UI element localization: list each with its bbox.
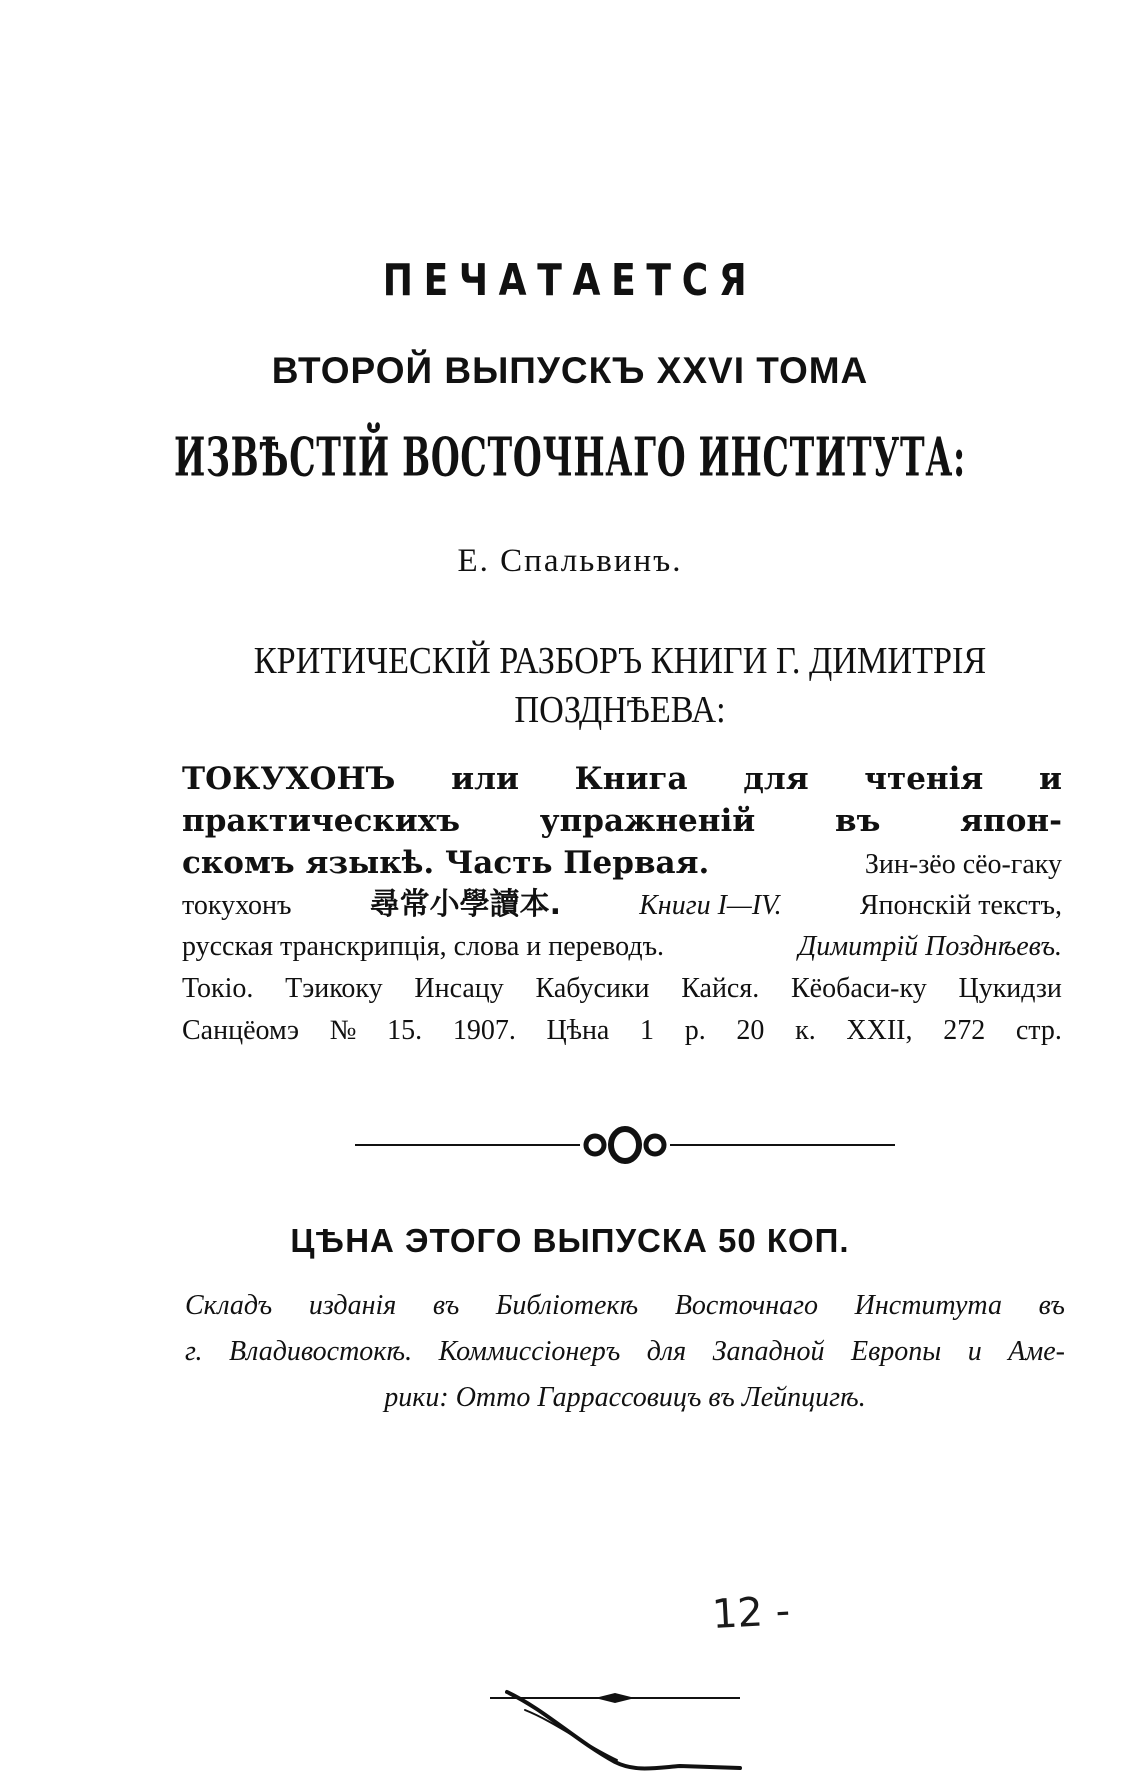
store-line-2 — [185, 1329, 1065, 1375]
store-word: Владивостокѣ. — [229, 1336, 413, 1367]
book-line-4 — [182, 884, 1062, 926]
store-word: Института — [854, 1290, 1002, 1321]
book-word: чтенія — [864, 761, 984, 797]
book-word: р. — [684, 1015, 706, 1046]
book-romanized-title-end: токухонъ — [182, 890, 292, 921]
book-word: или — [451, 761, 519, 797]
book-word: въ — [835, 803, 881, 839]
store-word: въ — [432, 1290, 460, 1321]
book-word: 1 — [640, 1015, 655, 1046]
store-word: для — [646, 1336, 687, 1367]
book-kanji-title: 尋常小學讀本. — [369, 887, 562, 922]
store-word: въ — [1038, 1290, 1065, 1321]
review-title-line-1: КРИТИЧЕСКІЙ РАЗБОРЪ КНИГИ Г. ДИМИТРІЯ — [253, 640, 987, 682]
book-contents: русская транскрипція, слова и переводъ. — [182, 931, 665, 962]
store-line-3: рики: Отто Гаррассовицъ въ Лейпцигѣ. — [384, 1382, 866, 1413]
store-word: Восточнаго — [674, 1290, 819, 1321]
store-word: Западной — [712, 1336, 825, 1367]
book-word: япон- — [960, 803, 1062, 839]
store-word: изданія — [308, 1290, 397, 1321]
book-romanized-title: Зин-зёо сёо-гаку — [864, 849, 1062, 880]
book-line-6 — [182, 968, 1062, 1010]
ornament-divider — [355, 1120, 895, 1170]
book-word: Цѣна — [546, 1015, 610, 1046]
book-word: Кёобаси-ку — [790, 973, 927, 1004]
store-word: г. — [185, 1336, 203, 1367]
book-description — [182, 758, 1062, 1052]
book-word: Токіо. — [182, 973, 254, 1004]
author-name: Е. Спальвинъ. — [457, 543, 683, 579]
book-word: № — [329, 1015, 357, 1046]
book-word: Тэикоку — [285, 973, 383, 1004]
store-word: Европы — [851, 1336, 942, 1367]
book-word: ТОКУХОНЪ — [182, 761, 396, 797]
book-word: и — [1038, 761, 1062, 797]
book-word: 272 — [943, 1015, 986, 1046]
heading-printing: ПЕЧАТАЕТСЯ — [382, 255, 758, 306]
book-word: стр. — [1015, 1015, 1062, 1046]
book-japanese-text: Японскій текстъ, — [859, 890, 1062, 921]
book-line-7 — [182, 1010, 1062, 1052]
book-word: Инсацу — [414, 973, 504, 1004]
heading-issue: ВТОРОЙ ВЫПУСКЪ XXVI ТОМА — [271, 350, 869, 391]
book-line-2 — [182, 800, 1062, 842]
book-word: Кайся. — [681, 973, 760, 1004]
book-word: к. — [795, 1015, 816, 1046]
book-word: Санцёомэ — [182, 1015, 300, 1046]
book-word: Кабусики — [535, 973, 650, 1004]
book-author: Димитрій Позднѣевъ. — [798, 931, 1062, 962]
store-line-1 — [185, 1283, 1065, 1329]
review-title-line-2: ПОЗДНѢЕВА: — [514, 689, 726, 731]
book-volumes: Книги I—IV. — [639, 890, 782, 921]
store-word: Складъ — [185, 1290, 273, 1321]
store-word: Коммиссіонеръ — [438, 1336, 621, 1367]
book-word: 1907. — [452, 1015, 516, 1046]
store-word: и — [967, 1336, 982, 1367]
book-word: 15. — [387, 1015, 423, 1046]
book-part-title: скомъ языкѣ. Часть Первая. — [182, 845, 710, 881]
book-word: XXII, — [846, 1015, 913, 1046]
store-info — [185, 1283, 1065, 1421]
book-word: упражненій — [539, 803, 756, 839]
store-word: Аме- — [1008, 1336, 1065, 1367]
issue-price: ЦѢНА ЭТОГО ВЫПУСКА 50 КОП. — [290, 1222, 850, 1259]
book-line-1 — [182, 758, 1062, 800]
heading-journal: ИЗВѢСТІЙ ВОСТОЧНАГО ИНСТИТУТА: — [174, 425, 966, 489]
book-word: для — [743, 761, 809, 797]
book-line-3 — [182, 842, 1062, 884]
pen-scribble — [505, 1650, 745, 1775]
book-word: 20 — [736, 1015, 765, 1046]
book-line-5 — [182, 926, 1062, 968]
book-word: практическихъ — [182, 803, 460, 839]
book-word: Книга — [574, 761, 688, 797]
store-word: Библіотекѣ — [495, 1290, 639, 1321]
handwritten-note: 12 - — [710, 1587, 792, 1639]
book-word: Цукидзи — [958, 973, 1062, 1004]
review-title — [224, 637, 1016, 735]
